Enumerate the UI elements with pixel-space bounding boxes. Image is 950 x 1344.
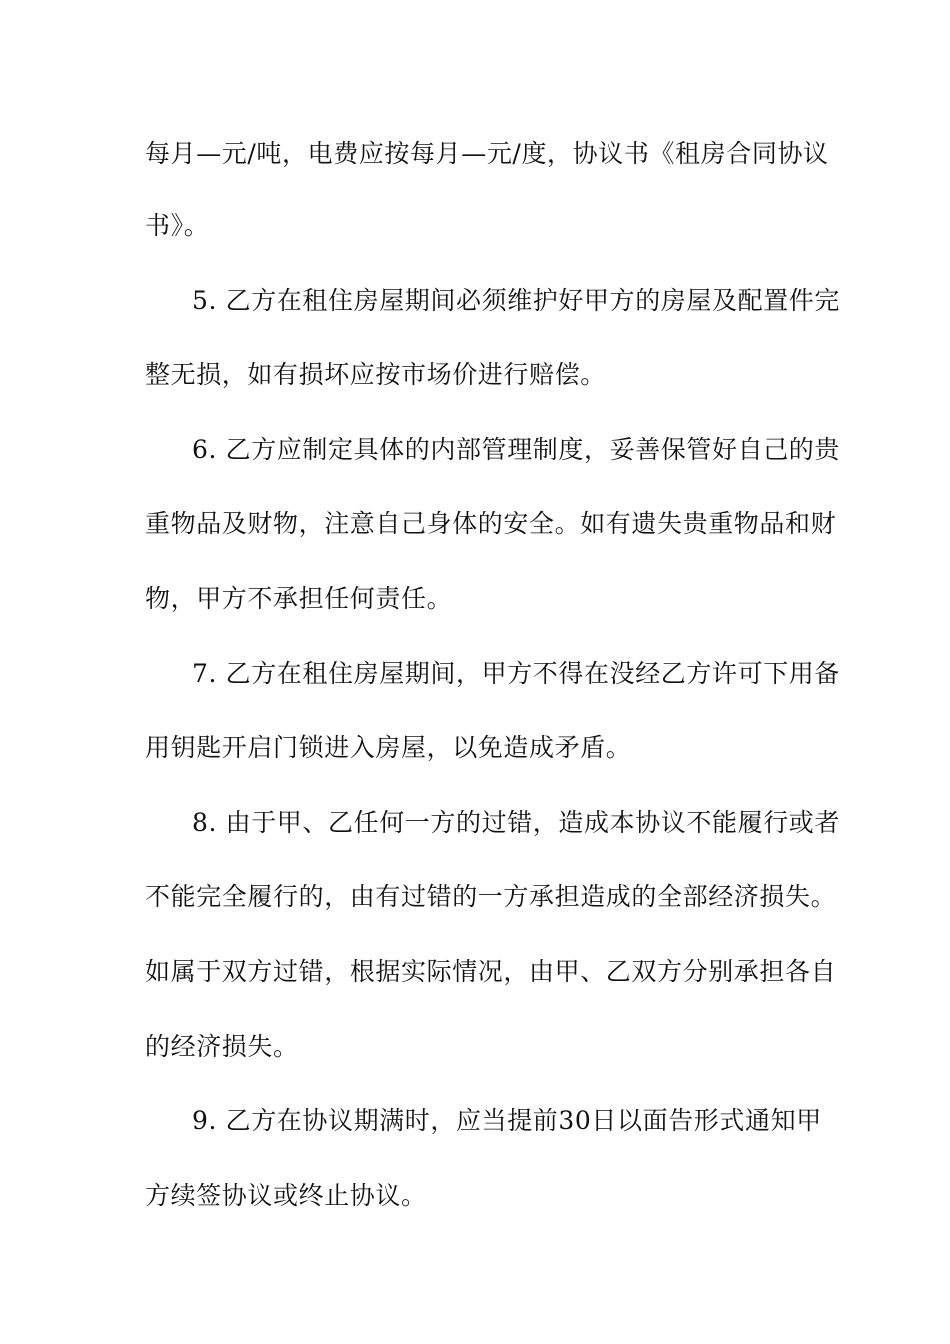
clause-8-line-1: 8. 由于甲、乙任何一方的过错，造成本协议不能履行或者 [192, 808, 841, 837]
clause-8-line-2: 不能完全履行的，由有过错的一方承担造成的全部经济损失。 [145, 882, 837, 911]
clause-7-line-2: 用钥匙开启门锁进入房屋，以免造成矛盾。 [145, 733, 632, 762]
clause-5-line-2: 整无损，如有损坏应按市场价进行赔偿。 [145, 360, 606, 389]
clause-8-line-4: 的经济损失。 [145, 1032, 299, 1061]
clause-9-line-1: 9. 乙方在协议期满时，应当提前30日以面告形式通知甲 [192, 1106, 822, 1135]
clause-6-line-1: 6. 乙方应制定具体的内部管理制度，妥善保管好自己的贵 [192, 435, 841, 464]
text-line-2: 书》。 [145, 211, 210, 240]
clause-7-line-1: 7. 乙方在租住房屋期间，甲方不得在没经乙方许可下用备 [192, 659, 841, 688]
text-line-1: 每月—元/吨，电费应按每月—元/度，协议书《租房合同协议 [145, 139, 829, 168]
clause-5-line-1: 5. 乙方在租住房屋期间必须维护好甲方的房屋及配置件完 [192, 286, 841, 315]
clause-6-line-2: 重物品及财物，注意自己身体的安全。如有遗失贵重物品和财 [145, 509, 837, 538]
clause-6-line-3: 物，甲方不承担任何责任。 [145, 584, 453, 613]
clause-8-line-3: 如属于双方过错，根据实际情况，由甲、乙双方分别承担各自 [145, 957, 837, 986]
clause-9-line-2: 方续签协议或终止协议。 [145, 1181, 427, 1210]
